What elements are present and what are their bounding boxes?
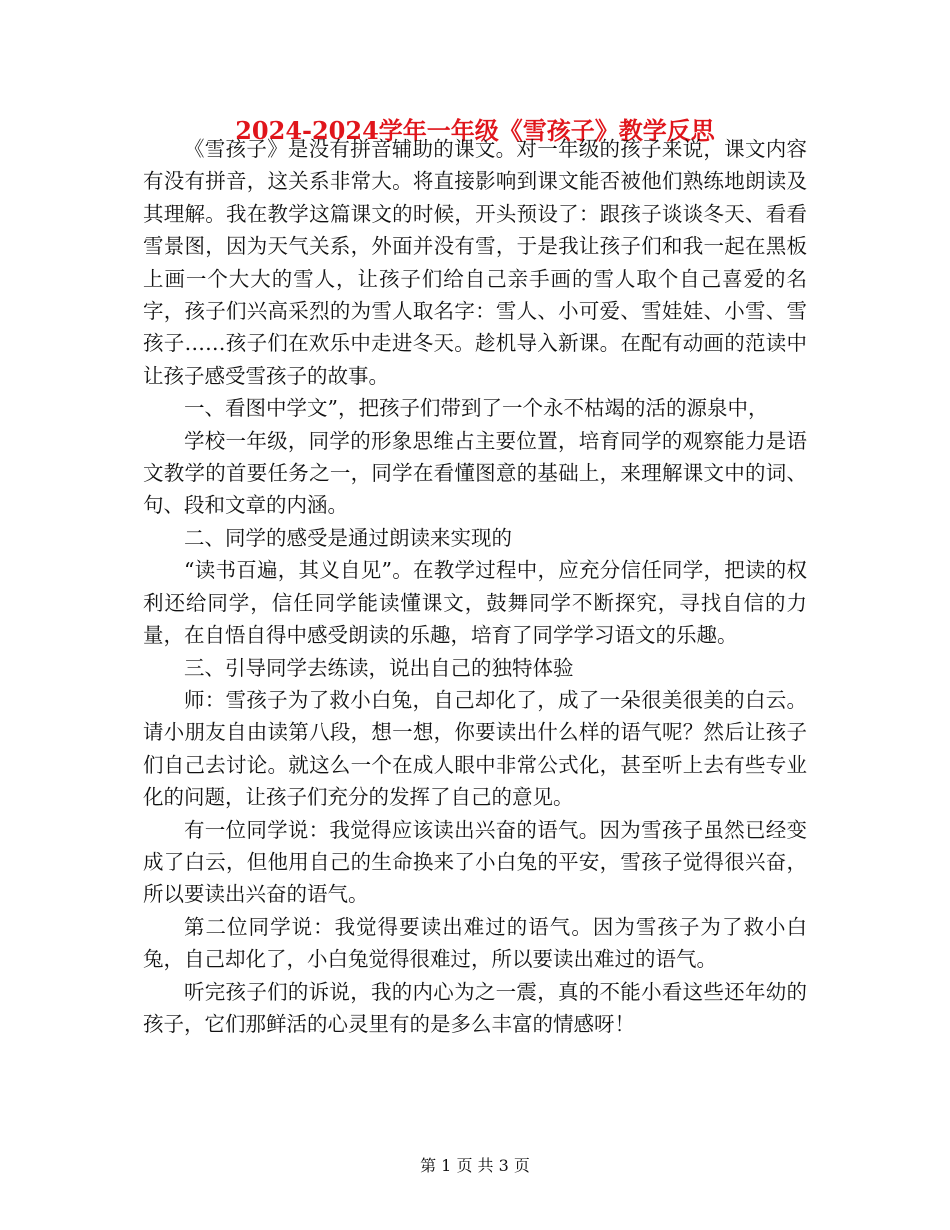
paragraph: 学校一年级，同学的形象思维占主要位置，培育同学的观察能力是语文教学的首要任务之一，同学在看懂图意的基础上，来理解课文中的词、句、段和文章的内涵。 — [143, 428, 807, 518]
paragraph: 二、同学的感受是通过朗读来实现的 — [184, 525, 512, 550]
paragraph: 有一位同学说：我觉得应该读出兴奋的语气。因为雪孩子虽然已经变成了白云，但他用自己的生命换来了小白兔的平安，雪孩子觉得很兴奋，所以要读出兴奋的语气。 — [143, 817, 807, 907]
document-title: 2024-2024学年一年级《雪孩子》教学反思 — [235, 116, 715, 145]
paragraph: 《雪孩子》是没有拼音辅助的课文。对一年级的孩子来说，课文内容有没有拼音，这关系非常大。将直接影响到课文能否被他们熟练地朗读及其理解。我在教学这篇课文的时候，开头预设了：跟孩子谈谈冬天、看看雪景图，因为天气关系，外面并没有雪，于是我让孩子们和我一起在黑板上画一个大大的雪人，让孩子们给自己亲手画的雪人取个自己喜爱的名字，孩子们兴高采烈的为雪人取名字：雪人、小可爱、雪娃娃、小雪、雪孩子……孩子们在欢乐中走进冬天。趁机导入新课。在配有动画的范读中让孩子感受雪孩子的故事。 — [143, 137, 807, 388]
paragraph: 师：雪孩子为了救小白兔，自己却化了，成了一朵很美很美的白云。请小朋友自由读第八段，想一想，你要读出什么样的语气呢？然后让孩子们自己去讨论。就这么一个在成人眼中非常公式化，甚至听上去有些专业化的问题，让孩子们充分的发挥了自己的意见。 — [143, 687, 807, 810]
paragraph: 第二位同学说：我觉得要读出难过的语气。因为雪孩子为了救小白兔，自己却化了，小白兔觉得很难过，所以要读出难过的语气。 — [143, 914, 807, 972]
paragraph: 听完孩子们的诉说，我的内心为之一震，真的不能小看这些还年幼的孩子，它们那鲜活的心灵里有的是多么丰富的情感呀！ — [143, 979, 807, 1036]
page-footer: 第 1 页 共 3 页 — [420, 1156, 530, 1175]
paragraph: 三、引导同学去练读，说出自己的独特体验 — [184, 655, 574, 680]
document-body — [143, 133, 807, 1040]
paragraph: “读书百遍，其义自见”。在教学过程中，应充分信任同学，把读的权利还给同学，信任同学能读懂课文，鼓舞同学不断探究，寻找自信的力量，在自悟自得中感受朗读的乐趣，培育了同学学习语文的乐趣。 — [143, 558, 807, 648]
paragraph: 一、看图中学文”，把孩子们带到了一个永不枯竭的活的源泉中， — [184, 396, 769, 421]
